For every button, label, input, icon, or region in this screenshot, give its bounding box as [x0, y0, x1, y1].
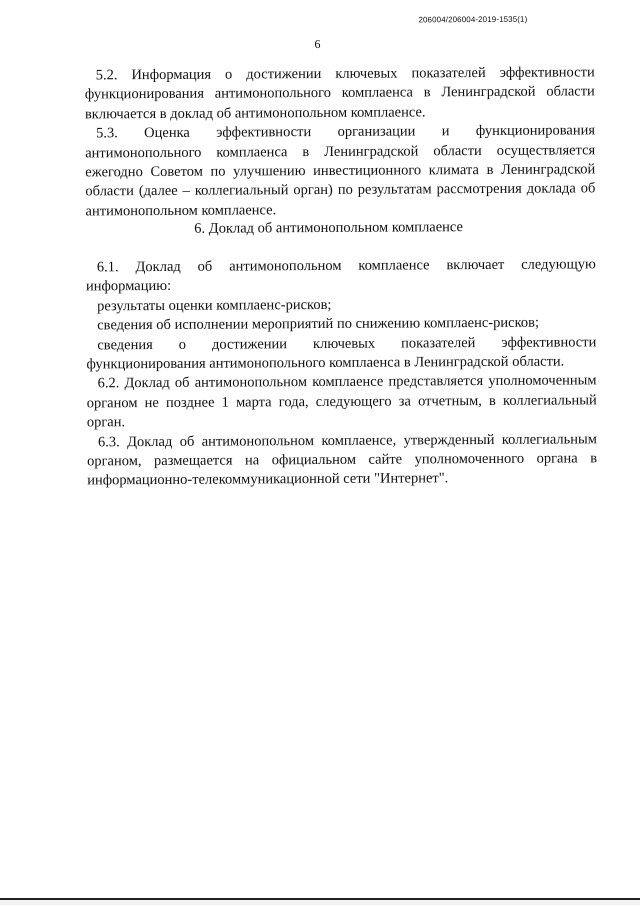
- scan-bottom-edge: [0, 900, 640, 905]
- section-5-text: [85, 63, 596, 221]
- page-number: 6: [314, 36, 321, 52]
- document-number: 206004/206004-2019-1535(1): [418, 14, 528, 25]
- paragraph-6-2: 6.2. Доклад об антимонопольном комплаенсе представляется уполномоченным органом не позднее 1 марта года, следующего за отчетным, в коллегиальный орган.: [86, 372, 597, 431]
- list-item-risk-results: результаты оценки комплаенс-рисков;: [97, 296, 332, 315]
- section-6-heading: 6. Доклад об антимонопольном комплаенсе: [194, 219, 464, 237]
- paragraph-6-3: 6.3. Доклад об антимонопольном комплаенсе, утвержденный коллегиальным органом, размещается на официальном сайте уполномоченного органа в информационно-телекоммуникационной сети "Интернет".: [87, 430, 598, 489]
- paragraph-6-1: 6.1. Доклад об антимонопольном комплаенсе включает следующую информацию:: [85, 256, 596, 295]
- paragraph-5-3: 5.3. Оценка эффективности организации и функционирования антимонопольного комплаенса в Ленинградской области осуществляется ежегодно Советом по улучшению инвестиционного климата в Ленинградской области (далее – коллегиальный орган) по результатам рассмотрения доклада об антимонопольном комплаенсе.: [85, 122, 596, 220]
- section-6-text: [86, 255, 597, 491]
- list-item-indicators: сведения о достижении ключевых показателей эффективности функционирования антимонопольного комплаенса в Ленинградской области.: [86, 333, 597, 373]
- paragraph-5-2: 5.2. Информация о достижении ключевых показателей эффективности функционирования антимонопольного комплаенса в Ленинградской области включается в доклад об антимонопольном комплаенсе.: [84, 64, 595, 123]
- list-item-measures: сведения об исполнении мероприятий по снижению комплаенс-рисков;: [97, 314, 540, 334]
